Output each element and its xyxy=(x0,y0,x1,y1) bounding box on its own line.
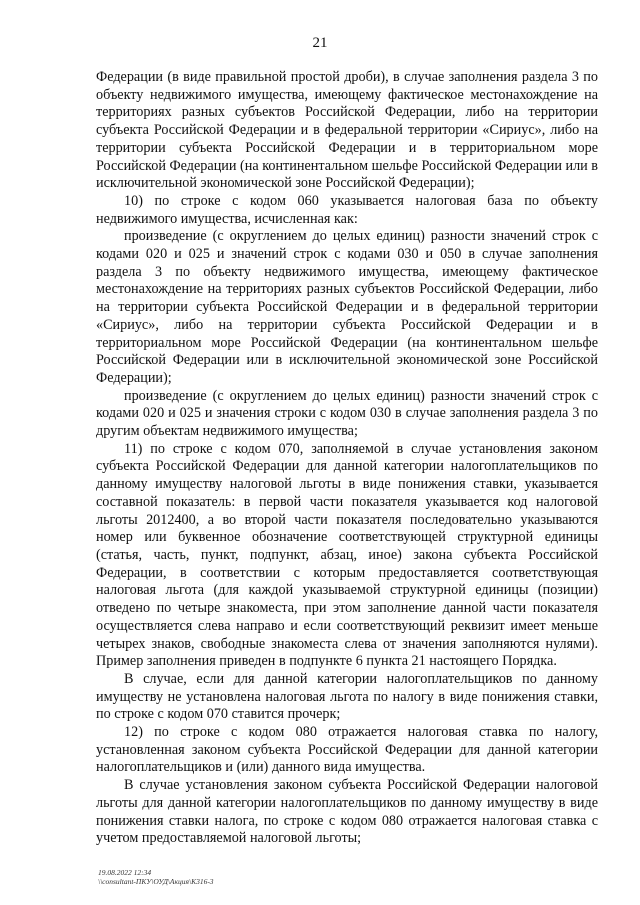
paragraph-item-11: 11) по строке с кодом 070, заполняемой в случае установления законом субъекта Российской Федерации для данной категории налогоплательщиков по данному имуществу налоговой льготы в виде понижения ставки, указывается составной показатель: в первой части показателя указывается код налоговой льготы 2012400, а во второй части показателя последовательно указываются номер или буквенное обозначение соответствующей структурной единицы (статья, часть, пункт, подпункт, абзац, иное) закона субъекта Российской Федерации, в соответствии с которым предоставляется соответствующая налоговая льгота (для каждой указываемой структурной единицы (позиции) отведено по четыре знакоместа, при этом заполнение данной части показателя осуществляется слева направо и если соответствующий реквизит имеет меньше четырех знаков, свободные знакоместа слева от значения заполняются нулями). Пример заполнения приведен в подпункте 6 пункта 21 настоящего Порядка. xyxy=(96,440,598,670)
page-number: 21 xyxy=(312,35,328,51)
paragraph-item-12: 12) по строке с кодом 080 отражается налоговая ставка по налогу, установленная законом субъекта Российской Федерации для данной категории налогоплательщиков и (или) данного вида имущества. xyxy=(96,724,598,776)
document-body xyxy=(96,69,598,848)
paragraph-item-12-note: В случае установления законом субъекта Российской Федерации налоговой льготы для данной категории налогоплательщиков по данному имуществу в виде понижения ставки налога, по строке с кодом 080 отражается налоговая ставка с учетом предоставляемой налоговой льготы; xyxy=(96,777,598,847)
paragraph-continuation: Федерации (в виде правильной простой дроби), в случае заполнения раздела 3 по объекту недвижимого имущества, имеющему фактическое местонахождение на территориях разных субъектов Российской Федерации, либо на территории субъекта Российской Федерации и в федеральной территории «Сириус», либо на территории субъекта Российской Федерации и в территориальном море Российской Федерации (на континентальном шельфе Российской Федерации или в исключительной экономической зоне Российской Федерации); xyxy=(96,69,598,192)
footer-date: 19.08.2022 12:34 xyxy=(98,868,152,877)
print-footer xyxy=(98,868,214,886)
paragraph-item-10-case-1: произведение (с округлением до целых единиц) разности значений строк с кодами 020 и 025 и значений строк с кодами 030 и 050 в случае заполнения раздела 3 по объекту недвижимого имущества, имеющему фактическое местонахождение на территориях разных субъектов Российской Федерации, либо на территории субъекта Российской Федерации и в федеральной территории «Сириус», либо на территории субъекта Российской Федерации и в территориальном море Российской Федерации (на континентальном шельфе Российской Федерации или в исключительной экономической зоне Российской Федерации); xyxy=(96,228,598,386)
paragraph-item-11-exception: В случае, если для данной категории налогоплательщиков по данному имуществу не установлена налоговая льгота по налогу в виде понижения ставки, по строке с кодом 070 ставится прочерк; xyxy=(96,670,598,723)
paragraph-item-10: 10) по строке с кодом 060 указывается налоговая база по объекту недвижимого имущества, исчисленная как: xyxy=(96,192,598,227)
footer-file-path: \\consultant-ПКУ\ОУД\Акция\К316-3 xyxy=(98,877,214,886)
paragraph-item-10-case-2: произведение (с округлением до целых единиц) разности значений строк с кодами 020 и 025 и значения строки с кодом 030 в случае заполнения раздела 3 по другим объектам недвижимого имущества; xyxy=(96,387,598,440)
